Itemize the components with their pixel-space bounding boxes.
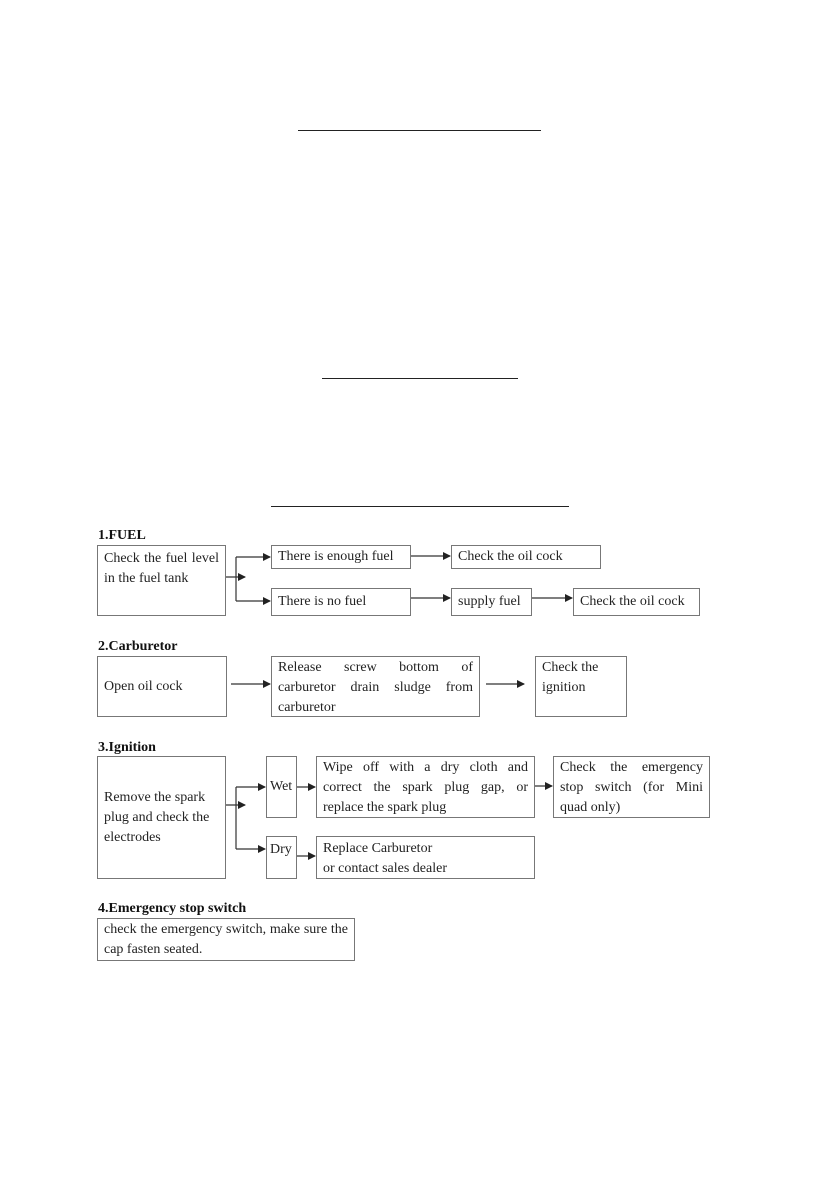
wipe-off-text: Wipe off with a dry cloth and correct the spark plug gap, or replace the spark plug: [323, 760, 528, 815]
carburetor-heading: 2.Carburetor: [98, 639, 178, 654]
check-switch-text: check the emergency switch, make sure the cap fasten seated.: [104, 922, 348, 957]
enough-fuel-text: There is enough fuel: [278, 549, 394, 564]
emergency-heading: 4.Emergency stop switch: [98, 901, 247, 916]
replace-carburetor-line1: Replace Carburetor: [323, 841, 433, 856]
check-ignition-text: Check the ignition: [542, 660, 599, 695]
remove-plug-text: Remove the spark plug and check the electrodes: [104, 789, 210, 845]
check-oil-cock-text-2: Check the oil cock: [580, 594, 685, 609]
check-emergency-text: Check the emergency stop switch (for Mini quad only): [560, 760, 703, 815]
replace-carburetor-line2: or contact sales dealer: [323, 861, 447, 876]
open-oil-cock-text: Open oil cock: [104, 678, 183, 694]
release-screw-text: Release screw bottom of carburetor drain sludge from carburetor: [278, 660, 473, 715]
no-fuel-text: There is no fuel: [278, 594, 367, 609]
check-oil-cock-text-1: Check the oil cock: [458, 549, 563, 564]
supply-fuel-text: supply fuel: [458, 594, 521, 609]
fuel-heading: 1.FUEL: [98, 528, 146, 543]
check-fuel-level-text: Check the fuel level in the fuel tank: [104, 551, 219, 586]
ignition-heading: 3.Ignition: [98, 740, 156, 755]
wet-text: Wet: [270, 779, 293, 794]
dry-text: Dry: [270, 842, 292, 857]
